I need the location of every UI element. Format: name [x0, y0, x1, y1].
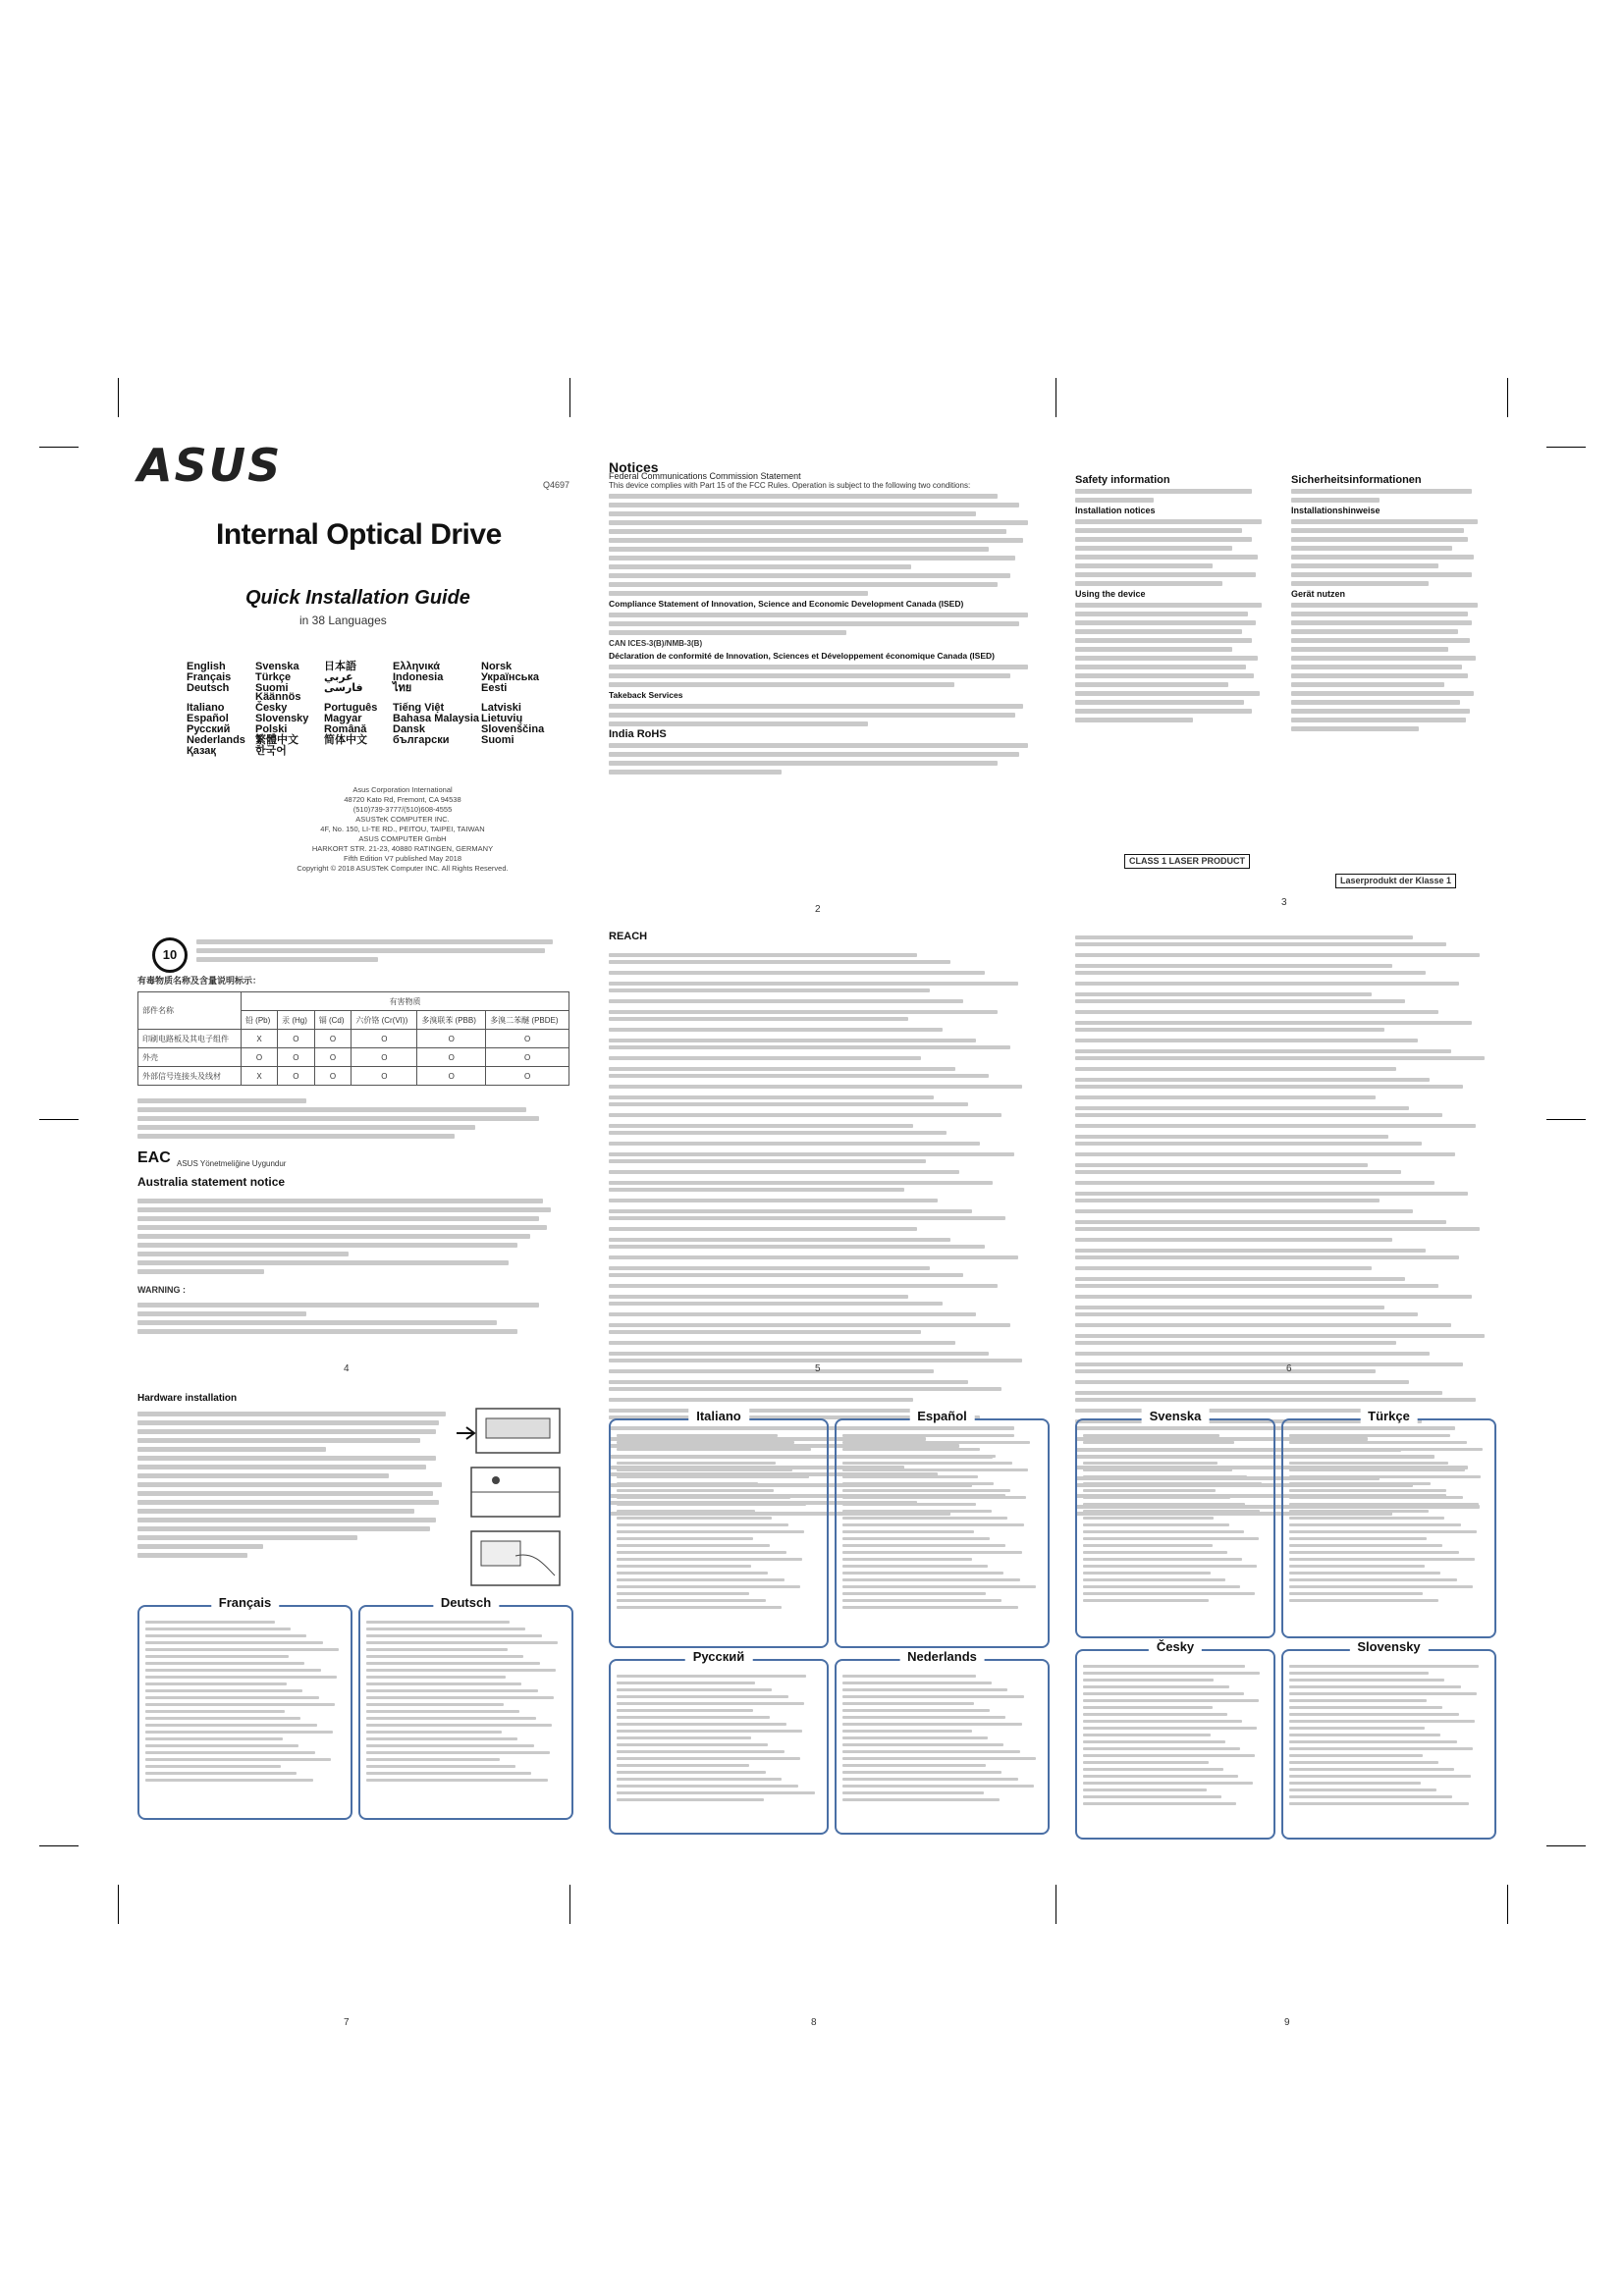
hazard-table-title: 有毒物质名称及含量说明标示： — [137, 976, 262, 986]
table-cell: O — [352, 1030, 417, 1048]
language-item: Česky — [255, 702, 288, 714]
language-instruction-box — [835, 1649, 1050, 1835]
notices-heading: Notices — [609, 459, 659, 475]
crop-mark — [1546, 1845, 1586, 1846]
language-item: Tiếng Việt — [393, 702, 445, 714]
hardware-title: Hardware installation — [137, 1393, 238, 1404]
page-number: 4 — [344, 1363, 350, 1374]
address-block — [255, 785, 550, 874]
address-line: 48720 Kato Rd, Fremont, CA 94538 — [344, 795, 461, 804]
table-cell: O — [352, 1067, 417, 1086]
address-line: 4F, No. 150, LI-TE RD., PEITOU, TAIPEI, TAIWAN — [320, 825, 485, 833]
installation-notices-title: Installation notices — [1075, 506, 1156, 515]
language-item: Română — [324, 723, 367, 735]
page-number: 3 — [1281, 897, 1287, 908]
language-item: Indonesia — [393, 671, 444, 683]
recycle-circle: 10 — [152, 937, 188, 973]
language-box-title: Русский — [685, 1649, 753, 1664]
ised-code: CAN ICES-3(B)/NMB-3(B) — [609, 639, 703, 648]
language-box-title: Svenska — [1142, 1409, 1210, 1423]
table-column-header: 铅 (Pb) — [241, 1011, 277, 1030]
fcc-title: Federal Communications Commission Statement — [609, 471, 801, 481]
language-item: Ελληνικά — [393, 661, 440, 672]
rohs-panel — [137, 928, 569, 1379]
language-item: ไทย — [393, 682, 412, 694]
drive-illustration — [457, 1404, 565, 1590]
ised-title: Compliance Statement of Innovation, Science and Economic Development Canada (ISED) — [609, 599, 964, 609]
language-item: Lietuvių — [481, 713, 523, 724]
fcc-intro: This device complies with Part 15 of the FCC Rules. Operation is subject to the following two conditions: — [609, 481, 971, 490]
table-cell: X — [241, 1067, 277, 1086]
language-item: Suomi — [481, 734, 514, 746]
language-item: Türkçe — [255, 671, 292, 683]
language-box-title: Türkçe — [1360, 1409, 1418, 1423]
hazard-table — [137, 991, 569, 1086]
language-item: 繁體中文 — [255, 734, 298, 746]
language-instruction-box — [609, 1649, 829, 1835]
laser-label-de: Laserprodukt der Klasse 1 — [1335, 874, 1456, 888]
language-box-title: Français — [211, 1595, 279, 1610]
language-item: Bahasa Malaysia — [393, 713, 480, 724]
language-instruction-box — [835, 1409, 1050, 1648]
language-box-title: Deutsch — [433, 1595, 499, 1610]
crop-mark — [39, 1845, 79, 1846]
language-box-title: Slovensky — [1349, 1639, 1428, 1654]
language-item: Suomi Käännös — [255, 682, 301, 703]
language-item: Français — [187, 671, 232, 683]
table-cell: 外部信号连接头及线材 — [138, 1067, 242, 1086]
language-box-title: Italiano — [688, 1409, 749, 1423]
table-group-header: 有害物质 — [241, 992, 568, 1011]
crop-mark — [1507, 378, 1508, 417]
language-item: فارسی — [324, 682, 363, 694]
address-line: Copyright © 2018 ASUSTeK Computer INC. All Rights Reserved. — [297, 864, 509, 873]
page-number: 2 — [815, 904, 821, 915]
table-cell: O — [278, 1067, 315, 1086]
page-number: 9 — [1284, 2017, 1290, 2028]
table-column-header: 镉 (Cd) — [314, 1011, 352, 1030]
table-cell: O — [314, 1067, 352, 1086]
language-instruction-box — [1281, 1409, 1496, 1638]
language-item: Deutsch — [187, 682, 230, 694]
address-line: (510)739-3777/(510)608-4555 — [352, 805, 453, 814]
address-line: HARKORT STR. 21-23, 40880 RATINGEN, GERMANY — [311, 844, 494, 853]
languages-note: in 38 Languages — [299, 614, 387, 627]
language-item: Italiano — [187, 702, 225, 714]
language-item: Русский — [187, 723, 231, 735]
warning-title: WARNING : — [137, 1285, 186, 1295]
asus-logo: ASUS — [137, 439, 283, 492]
language-item: عربي — [324, 671, 353, 683]
page-number: 6 — [1286, 1363, 1292, 1374]
rohs-title: India RoHS — [609, 728, 667, 740]
using-device-title: Using the device — [1075, 589, 1146, 599]
table-cell: 外壳 — [138, 1048, 242, 1067]
language-item: Svenska — [255, 661, 299, 672]
language-instruction-box — [609, 1409, 829, 1648]
table-cell: O — [486, 1048, 569, 1067]
language-item: Eesti — [481, 682, 508, 694]
crop-mark — [569, 378, 570, 417]
table-cell: O — [352, 1048, 417, 1067]
ised-fr-title: Déclaration de conformité de Innovation, Sciences et Développement économique Canada (ISED) — [609, 651, 995, 661]
eac-text: ASUS Yönetmeliğine Uygundur — [177, 1159, 287, 1168]
table-cell: 印刷电路板及其电子组件 — [138, 1030, 242, 1048]
installationshinweise-title: Installationshinweise — [1291, 506, 1380, 515]
crop-mark — [39, 447, 79, 448]
guide-subtitle: Quick Installation Guide — [245, 587, 470, 609]
table-cell: O — [417, 1067, 486, 1086]
language-item: Қазақ — [187, 745, 216, 757]
sicherheit-title: Sicherheitsinformationen — [1291, 474, 1422, 486]
page-number: 7 — [344, 2017, 350, 2028]
australia-title: Australia statement notice — [137, 1175, 286, 1189]
table-cell: X — [241, 1030, 277, 1048]
crop-mark — [39, 1119, 79, 1120]
language-instruction-box — [1281, 1639, 1496, 1840]
table-column-header: 多溴二苯醚 (PBDE) — [486, 1011, 569, 1030]
language-instruction-box — [358, 1595, 573, 1820]
sicherheit-panel — [1291, 476, 1488, 908]
eac-mark: EAC — [137, 1149, 171, 1166]
takeback-title: Takeback Services — [609, 690, 683, 700]
product-title: Internal Optical Drive — [216, 518, 502, 551]
language-box-title: Español — [909, 1409, 975, 1423]
doc-code: Q4697 — [542, 480, 569, 490]
geraet-nutzen-title: Gerät nutzen — [1291, 589, 1346, 599]
language-box-title: Česky — [1149, 1639, 1202, 1654]
language-box-title: Nederlands — [899, 1649, 985, 1664]
crop-mark — [1546, 447, 1586, 448]
language-item: Nederlands — [187, 734, 245, 746]
table-cell: O — [417, 1048, 486, 1067]
language-item: Latviski — [481, 702, 521, 714]
crop-mark — [118, 1885, 119, 1924]
language-item: Dansk — [393, 723, 426, 735]
table-cell: O — [241, 1048, 277, 1067]
language-instruction-box — [1075, 1409, 1275, 1638]
language-item: Slovenščina — [481, 723, 545, 735]
language-item: Slovensky — [255, 713, 309, 724]
language-item: Norsk — [481, 661, 513, 672]
crop-mark — [1546, 1119, 1586, 1120]
language-item: Magyar — [324, 713, 362, 724]
table-row — [138, 1030, 569, 1048]
language-instruction-box — [1075, 1639, 1275, 1840]
table-header: 部件名称 — [138, 992, 242, 1030]
address-line: ASUSTeK COMPUTER INC. — [355, 815, 450, 824]
language-item: 简体中文 — [324, 734, 367, 746]
table-row — [138, 1067, 569, 1086]
language-item: 日本語 — [324, 661, 356, 672]
table-cell: O — [486, 1030, 569, 1048]
language-item: English — [187, 661, 226, 672]
language-item: Українська — [481, 671, 540, 683]
address-line: Asus Corporation International — [352, 785, 453, 794]
language-item: Español — [187, 713, 229, 724]
table-cell: O — [278, 1030, 315, 1048]
safety-panel — [1075, 474, 1287, 908]
crop-mark — [1507, 1885, 1508, 1924]
address-line: ASUS COMPUTER GmbH — [358, 834, 447, 843]
reach-panel — [609, 933, 1492, 1384]
safety-title: Safety information — [1075, 474, 1170, 486]
reach-title: REACH — [609, 931, 648, 942]
crop-mark — [569, 1885, 570, 1924]
table-cell: O — [417, 1030, 486, 1048]
language-item: български — [393, 734, 450, 746]
table-row — [138, 1048, 569, 1067]
table-cell: O — [314, 1048, 352, 1067]
table-cell: O — [278, 1048, 315, 1067]
page-number: 5 — [815, 1363, 821, 1374]
language-instruction-box — [137, 1595, 352, 1820]
table-cell: O — [314, 1030, 352, 1048]
crop-mark — [118, 378, 119, 417]
language-list — [187, 663, 560, 756]
language-item: Português — [324, 702, 378, 714]
language-item: Polski — [255, 723, 288, 735]
cover-panel — [137, 439, 569, 913]
table-column-header: 六价铬 (Cr(VI)) — [352, 1011, 417, 1030]
table-column-header: 多溴联苯 (PBB) — [417, 1011, 486, 1030]
page-number: 8 — [811, 2017, 817, 2028]
address-line: Fifth Edition V7 published May 2018 — [343, 854, 462, 863]
table-cell: O — [486, 1067, 569, 1086]
language-item: 한국어 — [255, 745, 287, 757]
table-column-header: 汞 (Hg) — [278, 1011, 315, 1030]
notices-panel — [609, 459, 1041, 915]
laser-label: CLASS 1 LASER PRODUCT — [1124, 854, 1250, 869]
